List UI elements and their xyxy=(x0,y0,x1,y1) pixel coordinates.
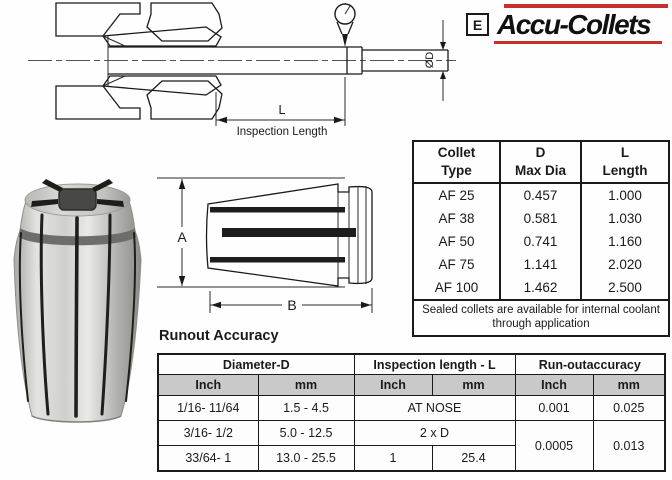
header-line: D xyxy=(535,145,546,161)
cell-collet-type: AF 38 xyxy=(413,207,500,230)
cell-diameter-inch: 3/16- 1/2 xyxy=(158,421,258,446)
header-line: Type xyxy=(441,163,472,178)
runout-accuracy-title: Runout Accuracy xyxy=(159,328,279,344)
col-header-length xyxy=(581,141,669,183)
cell-inspection-mm: 25.4 xyxy=(432,446,515,472)
runout-units-row xyxy=(158,375,665,396)
group-header-runout-accuracy: Run-outaccuracy xyxy=(515,354,665,375)
cell-diameter-mm: 13.0 - 25.5 xyxy=(258,446,354,472)
table-row xyxy=(158,396,665,421)
cell-max-dia: 0.457 xyxy=(500,183,581,207)
header-line: Length xyxy=(602,163,648,178)
header-line: L xyxy=(620,145,630,161)
cell-max-dia: 0.741 xyxy=(500,230,581,253)
cell-accuracy-inch: 0.001 xyxy=(515,396,593,421)
col-header-max-dia xyxy=(500,141,581,183)
cell-length: 1.160 xyxy=(581,230,669,253)
logo-rule-top xyxy=(504,4,668,8)
collet-slot-1 xyxy=(210,207,345,213)
diameter-label: ØD xyxy=(424,51,436,69)
cell-diameter-mm: 1.5 - 4.5 xyxy=(258,396,354,421)
cell-collet-type: AF 50 xyxy=(413,230,500,253)
unit-header-inch: Inch xyxy=(515,375,593,396)
collet-slot-2 xyxy=(222,228,356,237)
cell-inspection-inch: 1 xyxy=(354,446,432,472)
collet-photo xyxy=(2,173,154,478)
table-row xyxy=(413,183,669,207)
nut-section-bottom xyxy=(147,81,222,119)
spindle-section-bottom xyxy=(56,86,140,119)
dimension-b xyxy=(210,288,372,313)
cell-inspection: AT NOSE xyxy=(354,396,515,421)
group-header-inspection-length: Inspection length - L xyxy=(354,354,515,375)
cell-diameter-inch: 1/16- 11/64 xyxy=(158,396,258,421)
header-line: Collet xyxy=(437,145,476,161)
cell-length: 1.000 xyxy=(581,183,669,207)
dimension-a xyxy=(177,179,187,286)
table-row xyxy=(413,230,669,253)
collet-bore-hole xyxy=(59,189,96,210)
collet-outline xyxy=(207,184,373,286)
sealed-collets-note: Sealed collets are available for internal coolant through application xyxy=(413,300,669,336)
collet-dimension-diagram xyxy=(145,152,410,330)
logo-rule-bottom xyxy=(494,41,662,45)
cell-collet-type: AF 25 xyxy=(413,183,500,207)
diameter-dimension xyxy=(424,20,446,101)
collet-slot-3 xyxy=(210,257,345,263)
group-header-diameter: Diameter-D xyxy=(158,354,354,375)
col-header-collet-type xyxy=(413,141,500,183)
collet-wedge-bottom xyxy=(103,76,221,95)
cell-inspection: 2 x D xyxy=(354,421,515,446)
collet-spec-table-wrap xyxy=(412,140,670,337)
cell-max-dia: 0.581 xyxy=(500,207,581,230)
collet-wedge-top xyxy=(103,27,221,46)
logo-e-badge: E xyxy=(466,13,489,36)
unit-header-mm: mm xyxy=(258,375,354,396)
inspection-length-dimension xyxy=(216,77,345,138)
cell-diameter-inch: 33/64- 1 xyxy=(158,446,258,472)
spindle-section-top xyxy=(56,3,140,36)
cell-max-dia: 1.141 xyxy=(500,253,581,276)
unit-header-mm: mm xyxy=(432,375,515,396)
unit-header-inch: Inch xyxy=(354,375,432,396)
collet-header-row xyxy=(413,141,669,183)
cell-length: 2.500 xyxy=(581,276,669,300)
cell-collet-type: AF 75 xyxy=(413,253,500,276)
nut-section-top xyxy=(147,3,222,41)
footnote-row xyxy=(413,300,669,336)
a-label: A xyxy=(177,229,187,245)
cell-accuracy-inch: 0.0005 xyxy=(515,421,593,472)
l-label: L xyxy=(278,103,286,117)
runout-table-wrap xyxy=(157,353,666,472)
b-label: B xyxy=(287,297,297,313)
collet-section-diagram xyxy=(0,0,460,148)
inspection-length-caption: Inspection Length xyxy=(236,126,328,138)
table-row xyxy=(158,421,665,446)
runout-group-header-row xyxy=(158,354,665,375)
table-row xyxy=(413,207,669,230)
cell-diameter-mm: 5.0 - 12.5 xyxy=(258,421,354,446)
brand-logo xyxy=(464,4,670,44)
cell-accuracy-mm: 0.025 xyxy=(593,396,665,421)
runout-accuracy-table xyxy=(157,353,666,472)
cell-length: 1.030 xyxy=(581,207,669,230)
cell-max-dia: 1.462 xyxy=(500,276,581,300)
table-row xyxy=(413,253,669,276)
cell-length: 2.020 xyxy=(581,253,669,276)
dial-indicator-icon xyxy=(335,4,355,47)
unit-header-inch: Inch xyxy=(158,375,258,396)
collet-spec-table xyxy=(412,140,670,337)
cell-collet-type: AF 100 xyxy=(413,276,500,300)
table-row xyxy=(413,276,669,300)
brand-title: Accu-Collets xyxy=(497,8,651,40)
cell-accuracy-mm: 0.013 xyxy=(593,421,665,472)
unit-header-mm: mm xyxy=(593,375,665,396)
header-line: Max Dia xyxy=(514,163,567,178)
